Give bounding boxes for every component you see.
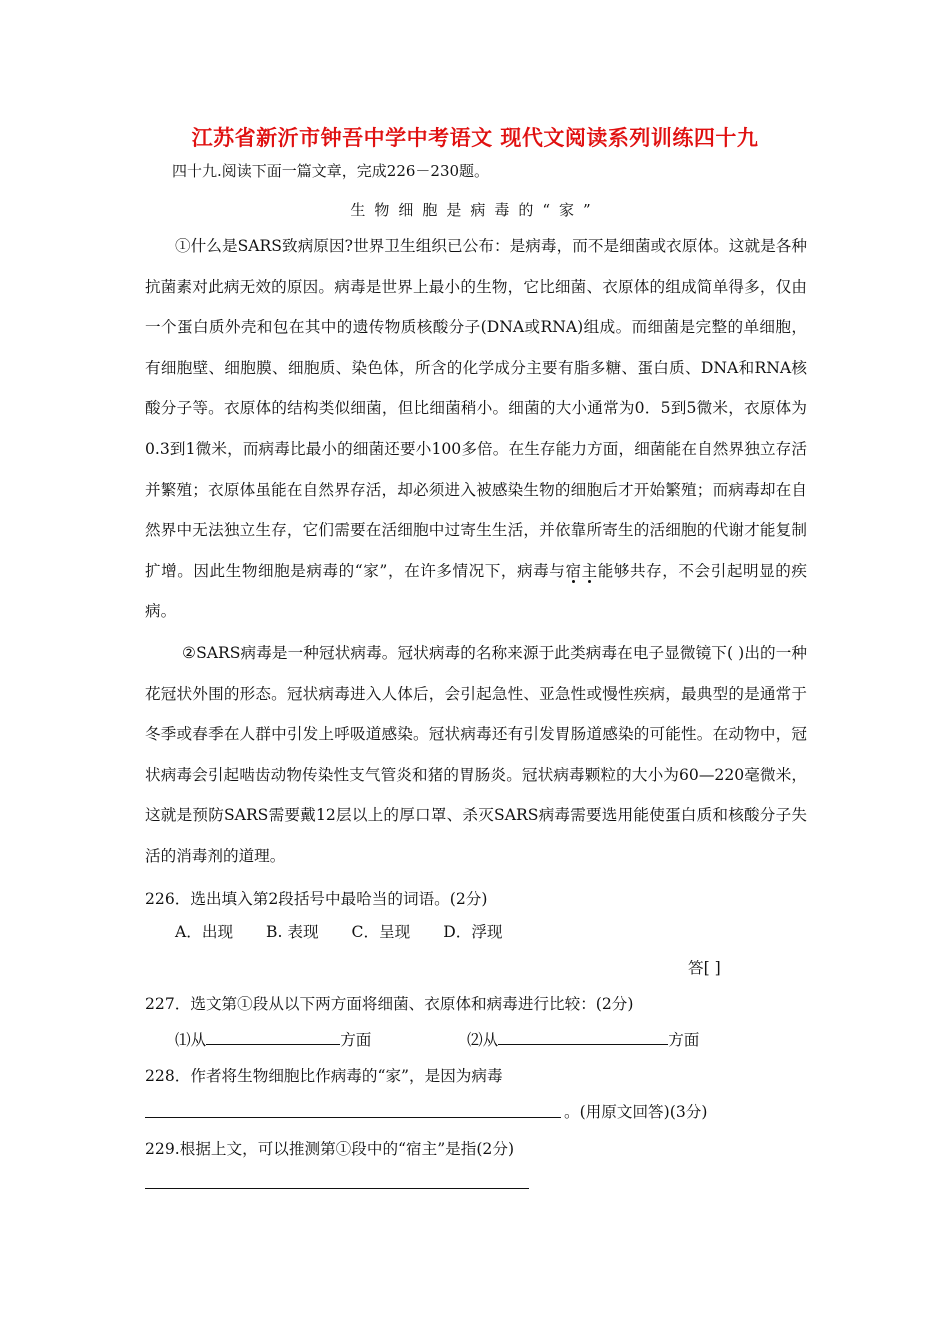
item-2-blank[interactable] [498,1030,668,1045]
document-title: 江苏省新沂市钟吾中学中考语文 现代文阅读系列训练四十九 [191,126,759,150]
item-2-prefix: ⑵从 [467,1031,499,1049]
answer-bracket: 答[ ] [688,959,721,977]
option-b: B. 表现 [266,923,319,941]
article-title: 生物细胞是病毒的“家” [350,201,600,219]
option-a: A．出现 [175,923,234,941]
item-1-suffix: 方面 [340,1031,372,1049]
question-229-answer-line[interactable] [145,1188,529,1189]
question-227-stem: 227．选文第①段从以下两方面将细菌、衣原体和病毒进行比较：(2分) [145,995,634,1013]
paragraph-1 [145,226,807,632]
paragraph-1-text-end: 能够共存，不会引起明显的疾病。 [145,561,807,621]
paragraph-2: ②SARS病毒是一种冠状病毒。冠状病毒的名称来源于此类病毒在电子显微镜下( )出的一种花冠状外围的形态。冠状病毒进入人体后，会引起急性、亚急性或慢性疾病，最典型的是通常于冬季或春季在人群中引发上呼吸道感染。冠状病毒还有引发胃肠道感染的可能性。在动物中，冠状病毒会引起啮齿动物传染性支气管炎和猪的胃肠炎。冠状病毒颗粒的大小为60—220毫微米，这就是预防SARS需要戴12层以上的厚口罩、杀灭SARS病毒需要选用能使蛋白质和核酸分子失活的消毒剂的道理。 [145,644,807,865]
question-226-stem: 226．选出填入第2段括号中最哈当的词语。(2分) [145,890,488,908]
option-d: D．浮现 [443,923,503,941]
item-1-blank[interactable] [206,1030,340,1045]
question-228-stem: 228．作者将生物细胞比作病毒的“家”，是因为病毒 [145,1067,503,1085]
item-1-prefix: ⑴从 [175,1031,207,1049]
emphasis-dot-char-1: 宿 [565,561,582,580]
question-226-options [175,920,531,942]
question-228-answer-line[interactable] [145,1117,561,1118]
paragraph-1-text: ①什么是SARS致病原因?世界卫生组织已公布：是病毒，而不是细菌或衣原体。这就是各种抗菌素对此病无效的原因。病毒是世界上最小的生物，它比细菌、衣原体的组成简单得多，仅由一个蛋白质外壳和包在其中的遗传物质核酸分子(DNA或RNA)组成。而细菌是完整的单细胞，有细胞壁、细胞膜、细胞质、染色体，所含的化学成分主要有脂多糖、蛋白质、DNA和RNA核酸分子等。衣原体的结构类似细菌，但比细菌稍小。细菌的大小通常为0．5到5微米，衣原体为0.3到1微米，而病毒比最小的细菌还要小100多倍。在生存能力方面，细菌能在自然界独立存活并繁殖；衣原体虽能在自然界存活，却必须进入被感染生物的细胞后才开始繁殖；而病毒却在自然界中无法独立生存，它们需要在活细胞中过寄生生活，并依靠所寄生的活细胞的代谢才能复制扩增。因此生物细胞是病毒的“家”，在许多情况下，病毒与 [145,237,807,580]
emphasis-dot-char-2: 主 [581,561,598,580]
item-2-suffix: 方面 [668,1031,700,1049]
question-227-item-1 [175,1028,371,1050]
reading-instructions: 四十九.阅读下面一篇文章，完成226－230题。 [172,162,490,180]
question-228-tail: 。(用原文回答)(3分) [564,1103,708,1121]
question-229-stem: 229.根据上文，可以推测第①段中的“宿主”是指(2分) [145,1140,515,1158]
option-c: C．呈现 [351,923,411,941]
question-227-item-2 [467,1028,699,1050]
